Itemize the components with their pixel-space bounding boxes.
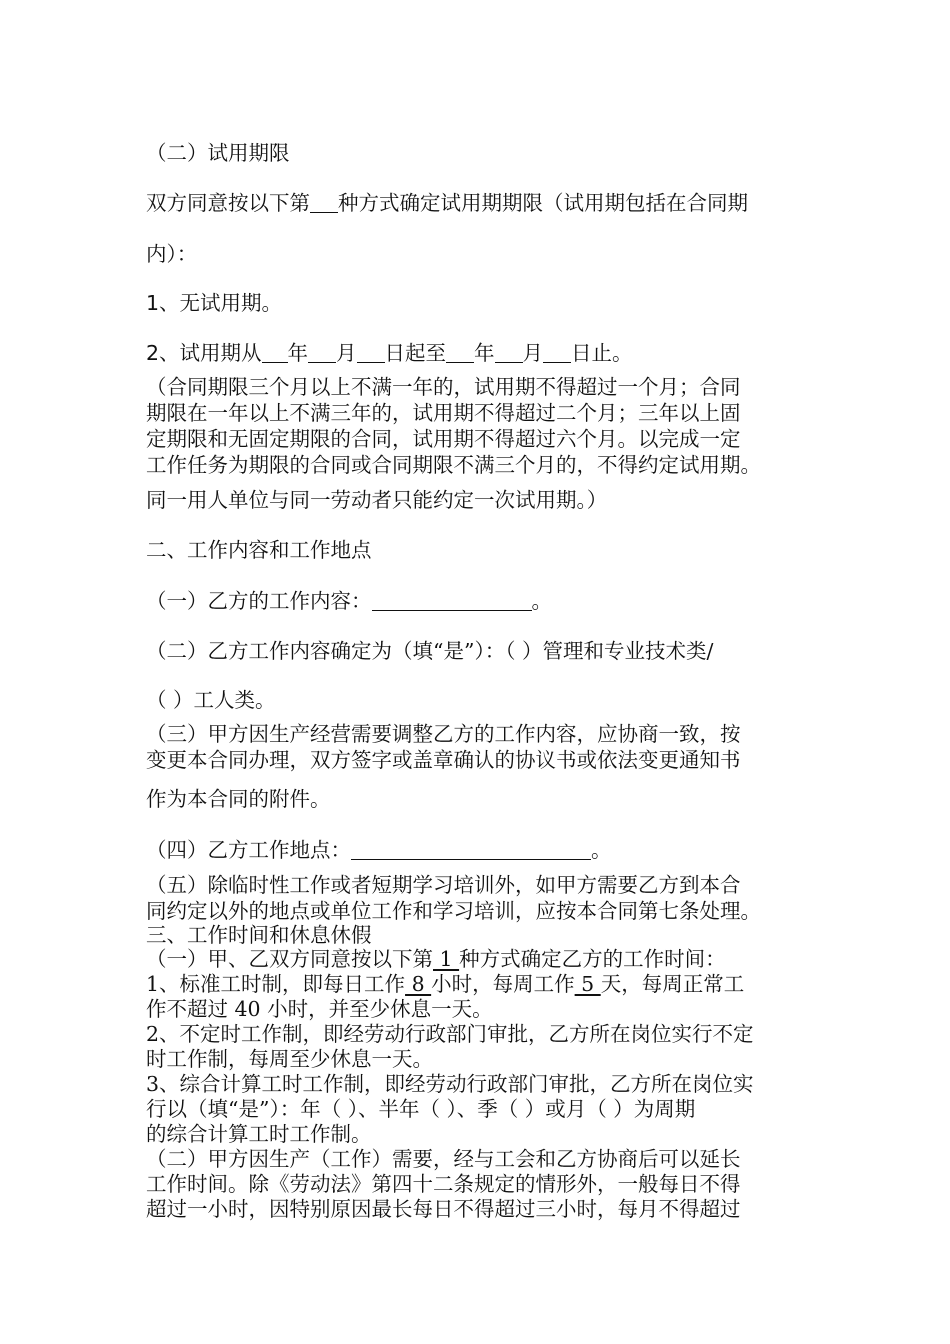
probation-note-line: （合同期限三个月以上不满一年的，试用期不得超过一个月；合同 [146, 375, 741, 399]
work-location-blank[interactable] [351, 838, 591, 861]
work-type-line: （二）乙方工作内容确定为（填“是”）：（ ）管理和专业技术类/ [146, 639, 714, 663]
comprehensive-hours-line: 行以（填“是”）：年（ ）、半年（ ）、季（ ）或月（ ）为周期 [146, 1097, 696, 1121]
overtime-line: 超过一小时，因特别原因最长每日不得超过三小时，每月不得超过 [146, 1197, 741, 1221]
end-day-blank[interactable] [543, 341, 571, 364]
start-day-blank[interactable] [357, 341, 385, 364]
overtime-line: （二）甲方因生产（工作）需要，经与工会和乙方协商后可以延长 [146, 1147, 741, 1171]
work-adjust-line: 作为本合同的附件。 [146, 787, 331, 811]
work-adjust-line: （三）甲方因生产经营需要调整乙方的工作内容，应协商一致，按 [146, 722, 741, 746]
option-no-probation: 1、无试用期。 [146, 291, 283, 315]
flexible-hours-line: 2、不定时工作制，即经劳动行政部门审批，乙方所在岗位实行不定 [146, 1022, 754, 1046]
work-content-blank[interactable] [372, 589, 532, 612]
comprehensive-hours-line: 的综合计算工时工作制。 [146, 1122, 372, 1146]
daily-hours-value: 8 [405, 972, 432, 996]
working-hours-method-line: （一）甲、乙双方同意按以下第 1 种方式确定乙方的工作时间： [146, 947, 726, 971]
probation-note-line: 工作任务为期限的合同或合同期限不满三个月的，不得约定试用期。 [146, 453, 761, 477]
probation-method-line-cont: 内）： [146, 242, 198, 266]
standard-hours-line: 1、标准工时制，即每日工作 8 小时，每周工作 5 天，每周正常工 [146, 972, 745, 996]
work-type-line-cont: （ ）工人类。 [146, 688, 276, 712]
training-line: （五）除临时性工作或者短期学习培训外，如甲方需要乙方到本合 [146, 873, 741, 897]
comprehensive-hours-line: 3、综合计算工时工作制，即经劳动行政部门审批，乙方所在岗位实 [146, 1072, 754, 1096]
probation-note-line: 同一用人单位与同一劳动者只能约定一次试用期。） [146, 488, 608, 512]
probation-note-line: 期限在一年以上不满三年的，试用期不得超过二个月；三年以上固 [146, 401, 741, 425]
probation-note-line: 定期限和无固定期限的合同，试用期不得超过六个月。以完成一定 [146, 427, 741, 451]
work-adjust-line: 变更本合同办理，双方签字或盖章确认的协议书或依法变更通知书 [146, 748, 741, 772]
work-location-line: （四）乙方工作地点： 。 [146, 838, 612, 862]
end-month-blank[interactable] [495, 341, 523, 364]
start-month-blank[interactable] [308, 341, 336, 364]
probation-method-blank[interactable] [310, 191, 338, 214]
flexible-hours-line-cont: 时工作制，每周至少休息一天。 [146, 1047, 433, 1071]
overtime-line: 工作时间。除《劳动法》第四十二条规定的情形外，一般每日不得 [146, 1172, 741, 1196]
weekly-days-value: 5 [574, 972, 601, 996]
section-heading-working-hours: 三、工作时间和休息休假 [146, 923, 372, 947]
start-year-blank[interactable] [262, 341, 288, 364]
section-heading-work-content: 二、工作内容和工作地点 [146, 538, 372, 562]
end-year-blank[interactable] [446, 341, 474, 364]
probation-method-line: 双方同意按以下第 种方式确定试用期期限（试用期包括在合同期 [146, 191, 748, 215]
section-heading-probation: （二）试用期限 [146, 141, 290, 165]
standard-hours-line-cont: 作不超过 40 小时，并至少休息一天。 [146, 997, 493, 1021]
working-hours-method-value: 1 [433, 947, 460, 971]
option-probation-period: 2、试用期从 年 月 日起至 年 月 日止。 [146, 341, 633, 365]
training-line: 同约定以外的地点或单位工作和学习培训，应按本合同第七条处理。 [146, 899, 761, 923]
work-content-line: （一）乙方的工作内容： 。 [146, 589, 552, 613]
